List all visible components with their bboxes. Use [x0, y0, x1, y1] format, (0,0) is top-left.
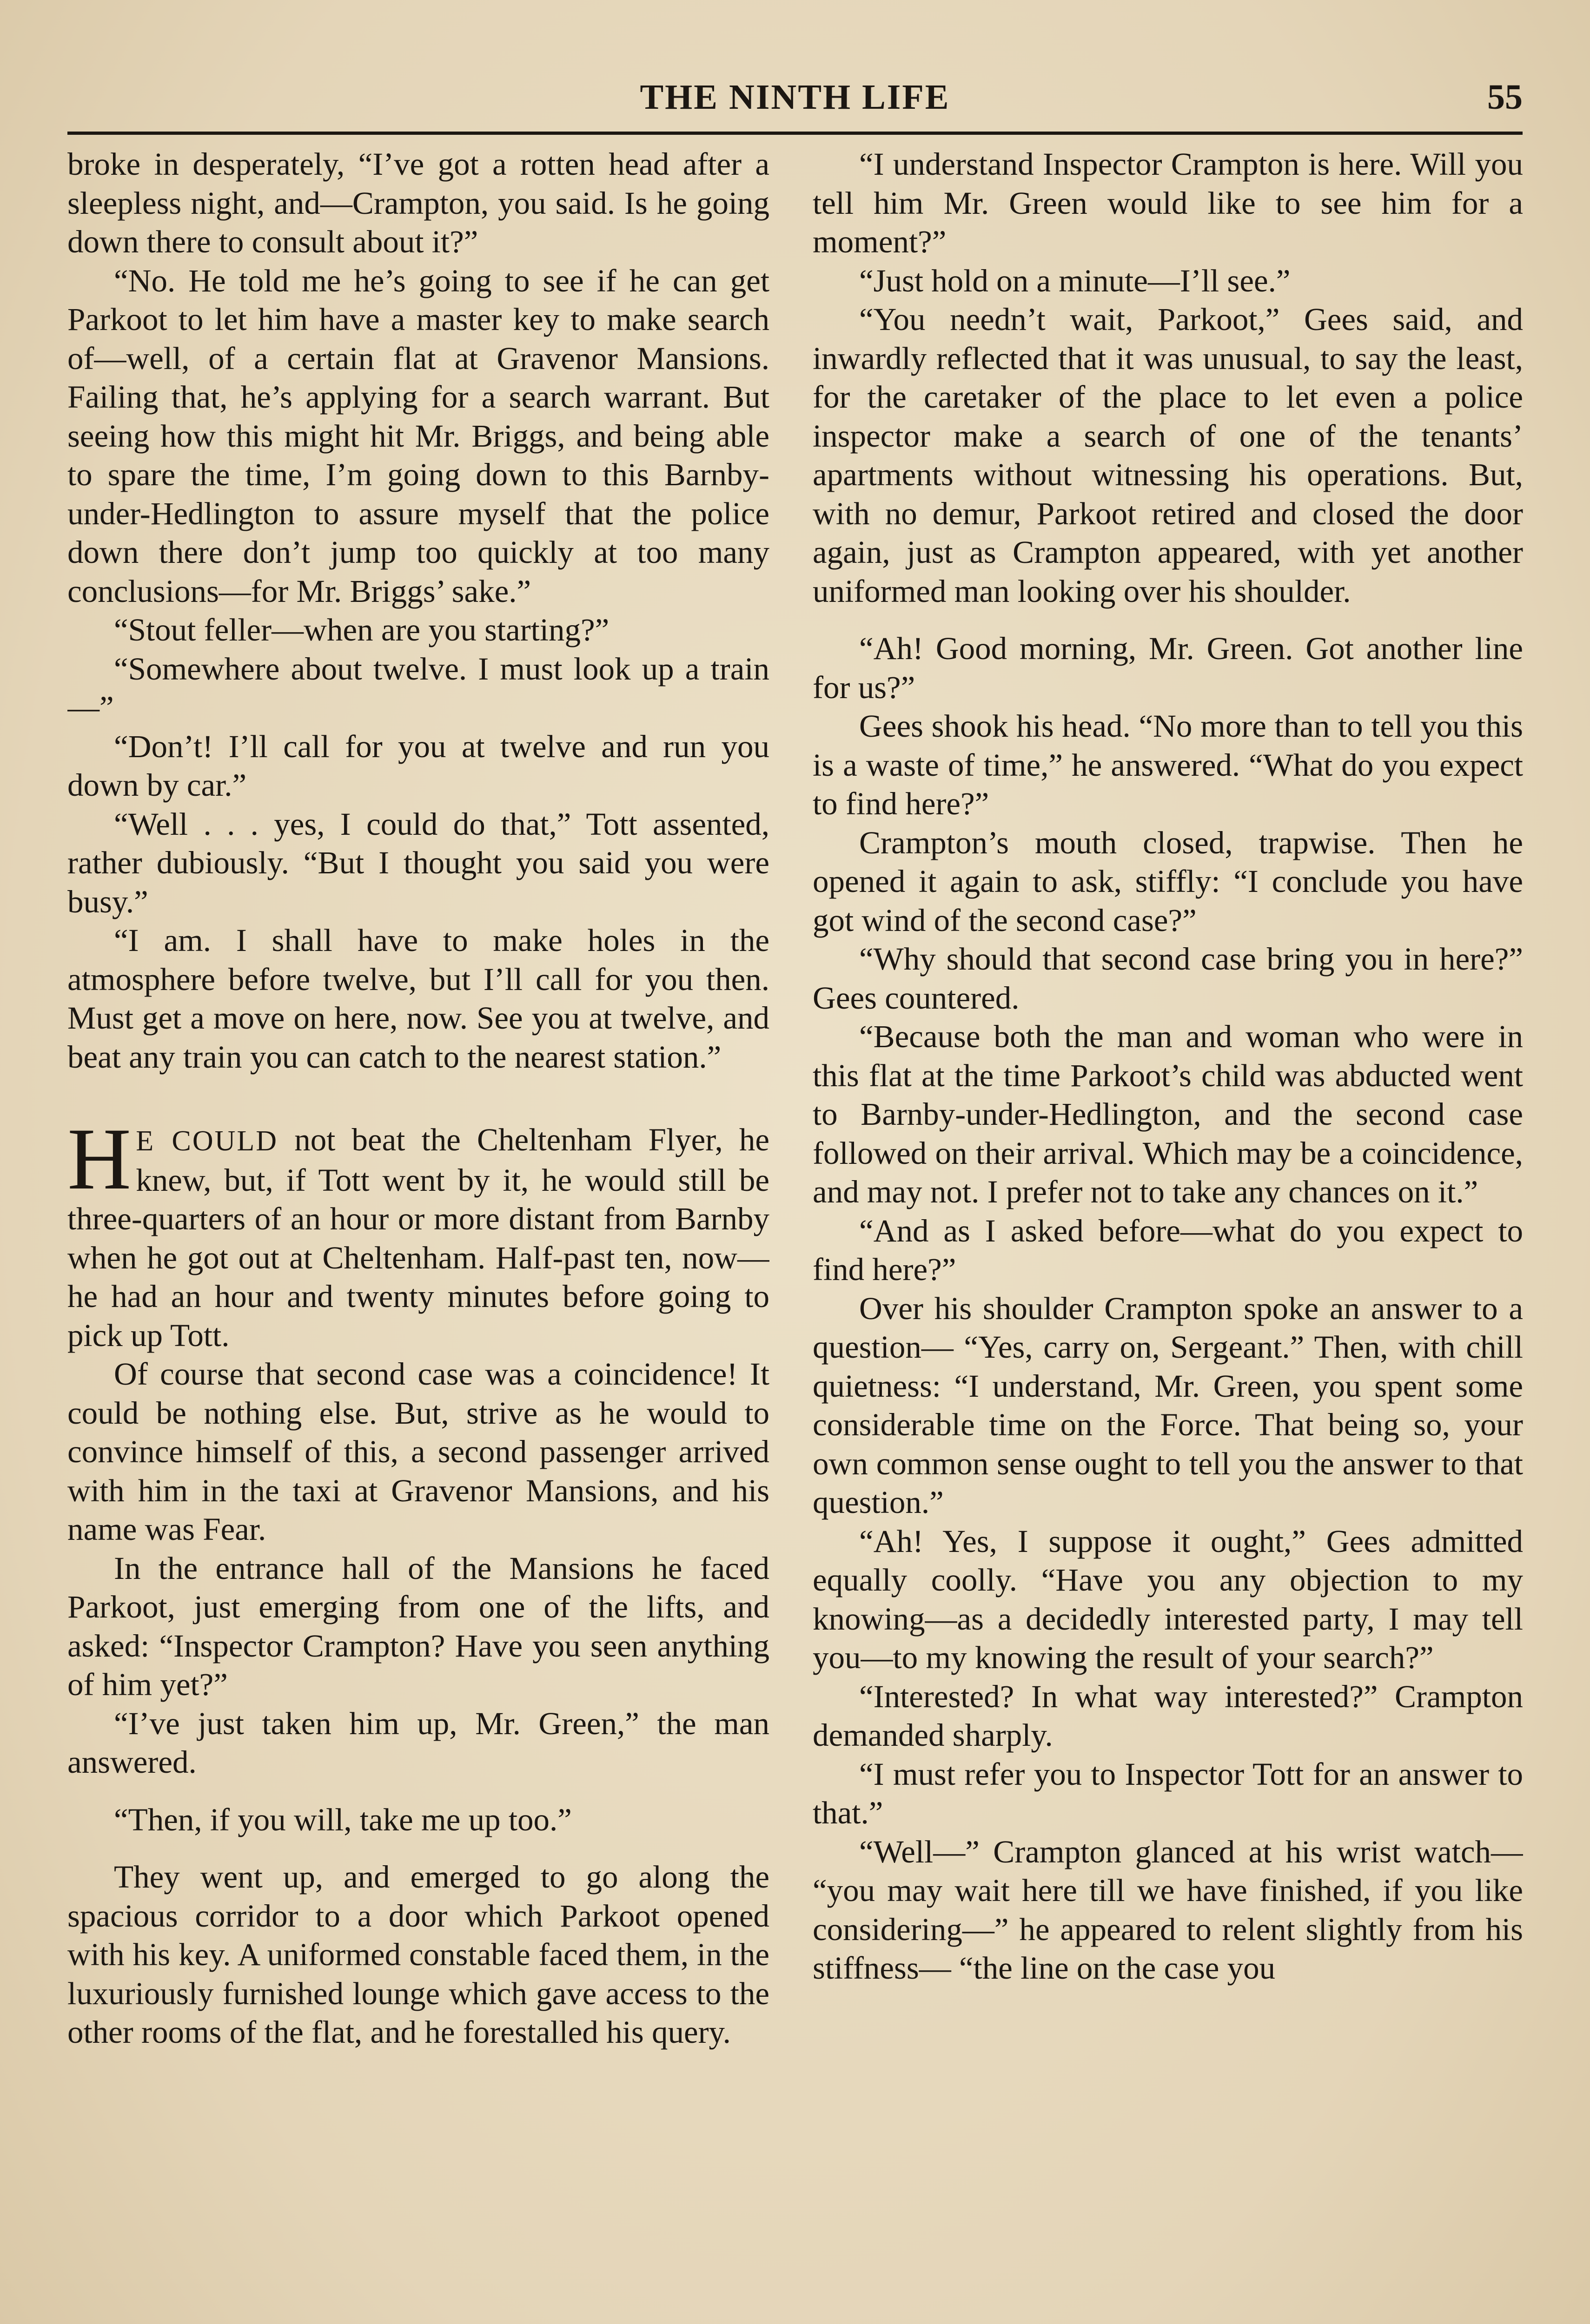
paragraph: “Ah! Good morning, Mr. Green. Got another line for us?”	[813, 631, 1523, 705]
paragraph: broke in desperately, “I’ve got a rotten head after a sleepless night, and—Crampton, you said. Is he going down there to consult about it?”	[67, 146, 769, 259]
paragraph: “Just hold on a minute—I’ll see.”	[859, 263, 1291, 298]
paragraph: “Why should that second case bring you in here?” Gees countered.	[813, 941, 1523, 1016]
paragraph: “I must refer you to Inspector Tott for an answer to that.”	[813, 1756, 1523, 1830]
paragraph: “Then, if you will, take me up too.”	[114, 1802, 572, 1837]
paragraph: “Ah! Yes, I suppose it ought,” Gees admitted equally coolly. “Have you any objection to my knowing—as a decidedly interested party, I may tell you—to my knowing the result of your search?”	[813, 1523, 1523, 1675]
paragraph: “I understand Inspector Crampton is here. Will you tell him Mr. Green would like to see him for a moment?”	[813, 146, 1523, 259]
paragraph: “Stout feller—when are you starting?”	[114, 612, 610, 647]
page-header	[67, 74, 1523, 125]
small-caps-lead: E COULD	[136, 1125, 278, 1157]
drop-cap: H	[67, 1110, 132, 1208]
paragraph: “Because both the man and woman who were in this flat at the time Parkoot’s child was abducted went to Barnby-under-Hedlington, and the second case followed on their arrival. Which may be a coincidence, and may not. I prefer not to take any chances on it.”	[813, 1019, 1523, 1209]
section-opening-paragraph	[67, 1110, 769, 1355]
running-title: THE NINTH LIFE	[640, 78, 950, 117]
paragraph: “I am. I shall have to make holes in the atmosphere before twelve, but I’ll call for you then. Must get a move on here, now. See you at twelve, and beat any train you can catch to the nearest station.”	[67, 923, 769, 1075]
page-number: 55	[1487, 78, 1523, 117]
paragraph: “Well—” Crampton glanced at his wrist watch— “you may wait here till we have finished, if you like considering—” he appeared to relent slightly from his stiffness— “the line on the case you	[813, 1834, 1523, 1986]
paragraph: Over his shoulder Crampton spoke an answer to a question— “Yes, carry on, Sergeant.” Then, with chill quietness: “I understand, Mr. Green, you spent some considerable time on the Force. That being so, your own common sense ought to tell you the answer to that question.”	[813, 1290, 1523, 1520]
paragraph: “And as I asked before—what do you expect to find here?”	[813, 1213, 1523, 1287]
paragraph: They went up, and emerged to go along the spacious corridor to a door which Parkoot opened with his key. A uniformed constable faced them, in the luxuriously furnished lounge which gave access to the other rooms of the flat, and he forestalled his query.	[67, 1859, 769, 2050]
paragraph: “Somewhere about twelve. I must look up a train—”	[67, 651, 769, 725]
paragraph: Crampton’s mouth closed, trapwise. Then he opened it again to ask, stiffly: “I conclude you have got wind of the second case?”	[813, 825, 1523, 938]
paragraph: “Don’t! I’ll call for you at twelve and run you down by car.”	[67, 728, 769, 803]
header-rule	[67, 132, 1523, 135]
paragraph: Of course that second case was a coincidence! It could be nothing else. But, strive as he would to convince himself of this, a second passenger arrived with him in the taxi at Gravenor Mansions, and his name was Fear.	[67, 1356, 769, 1547]
paragraph: In the entrance hall of the Mansions he faced Parkoot, just emerging from one of the lifts, and asked: “Inspector Crampton? Have you seen anything of him yet?”	[67, 1550, 769, 1702]
left-column	[67, 145, 769, 2324]
paragraph: “Well . . . yes, I could do that,” Tott assented, rather dubiously. “But I thought you said you were busy.”	[67, 806, 769, 919]
paragraph: “No. He told me he’s going to see if he can get Parkoot to let him have a master key to make search of—well, of a certain flat at Gravenor Mansions. Failing that, he’s applying for a search warrant. But seeing how this might hit Mr. Briggs, and being able to spare the time, I’m going down to this Barnby-under-Hedlington to assure myself that the police down there don’t jump too quickly at too many conclusions—for Mr. Briggs’ sake.”	[67, 263, 769, 609]
paragraph: “Interested? In what way interested?” Crampton demanded sharply.	[813, 1678, 1523, 1753]
paragraph: Gees shook his head. “No more than to tell you this is a waste of time,” he answered. “What do you expect to find here?”	[813, 708, 1523, 821]
right-column	[813, 145, 1523, 2324]
section-text: not beat the Cheltenham Flyer, he knew, but, if Tott went by it, he would still be three-quarters of an hour or more distant from Barnby when he got out at Cheltenham. Half-past ten, now—he had an hour and twenty minutes before going to pick up Tott.	[67, 1122, 769, 1353]
paragraph: “I’ve just taken him up, Mr. Green,” the man answered.	[67, 1705, 769, 1780]
paragraph: “You needn’t wait, Parkoot,” Gees said, and inwardly reflected that it was unusual, to say the least, for the caretaker of the place to let even a police inspector make a search of one of the tenants’ apartments without witnessing his operations. But, with no demur, Parkoot retired and closed the door again, just as Crampton appeared, with yet another uniformed man looking over his shoulder.	[813, 302, 1523, 609]
